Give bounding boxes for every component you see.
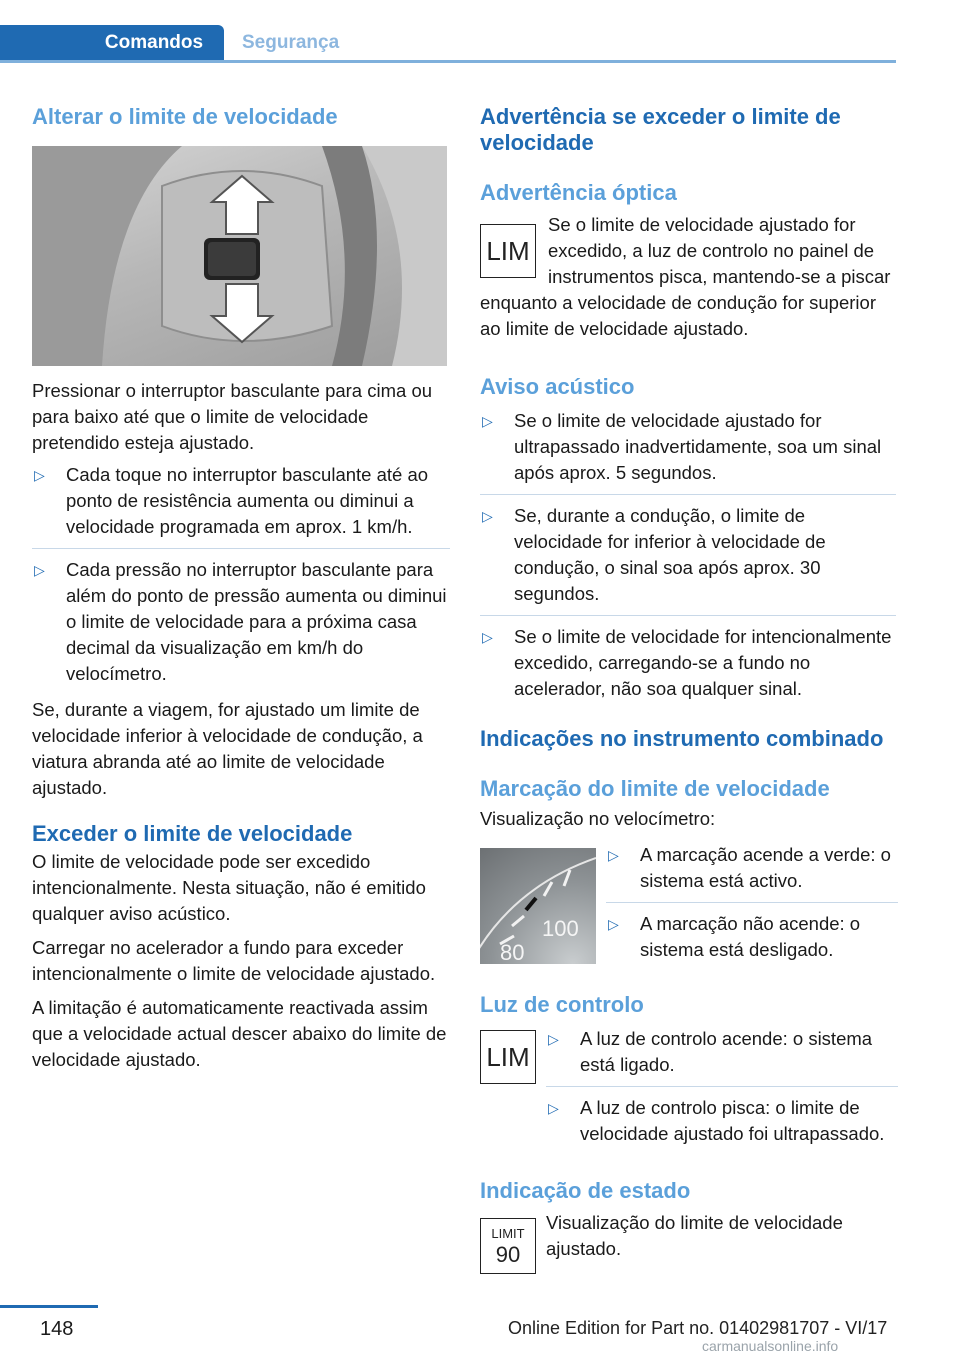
tab-comandos[interactable]: Comandos bbox=[0, 25, 224, 61]
exceed-paragraph-2: Carregar no acelerador a fundo para exceder intencionalmente o limite de velocidade ajustado. bbox=[32, 937, 436, 984]
travel-paragraph: Se, durante a viagem, for ajustado um limite de velocidade inferior à velocidade de condução, a viatura abranda até ao limite de velocidade ajustado. bbox=[32, 699, 423, 798]
list-item bbox=[606, 842, 898, 902]
intro-paragraph: Pressionar o interruptor basculante para cima ou para baixo até que o limite de velocidade pretendido esteja ajustado. bbox=[32, 380, 433, 453]
speedometer-dial bbox=[480, 848, 596, 964]
footer-divider bbox=[0, 1305, 98, 1308]
list-item-text: Se o limite de velocidade for intencionalmente excedido, carregando-se a fundo no acelerador, não soa qualquer sinal. bbox=[514, 626, 892, 699]
bullet-triangle-icon: ▷ bbox=[548, 1031, 559, 1047]
marking-block bbox=[480, 844, 896, 966]
speedometer-image bbox=[480, 848, 596, 964]
optical-block bbox=[480, 212, 896, 342]
list-item-text: Se o limite de velocidade ajustado for ultrapassado inadvertidamente, soa um sinal após aprox. 5 segundos. bbox=[514, 410, 882, 483]
bullet-triangle-icon: ▷ bbox=[482, 629, 493, 645]
bullet-triangle-icon: ▷ bbox=[34, 467, 45, 483]
subsection-title-luz: Luz de controlo bbox=[480, 992, 644, 1017]
list-item-text: A marcação não acende: o sistema está desligado. bbox=[640, 913, 861, 960]
limit-status-icon bbox=[480, 1218, 536, 1274]
lim-control-icon bbox=[480, 1030, 536, 1084]
bullet-triangle-icon: ▷ bbox=[482, 413, 493, 429]
section-title-advertencia: Advertência se exceder o limite de velocidade bbox=[480, 104, 841, 155]
section-title-exceder: Exceder o limite de velocidade bbox=[32, 821, 353, 846]
subsection-title-marcacao: Marcação do limite de velocidade bbox=[480, 776, 830, 801]
status-text: Visualização do limite de velocidade ajustado. bbox=[546, 1212, 843, 1259]
exceed-paragraph-1: O limite de velocidade pode ser excedido intencionalmente. Nesta situação, não é emitido qualquer aviso acústico. bbox=[32, 851, 426, 924]
header-divider bbox=[0, 60, 896, 63]
steering-wheel-photo bbox=[32, 146, 447, 366]
list-item-text: Se, durante a condução, o limite de velocidade for inferior à velocidade de condução, o sinal soa após aprox. 30 segundos. bbox=[514, 505, 826, 604]
watermark: carmanualsonline.info bbox=[702, 1338, 839, 1354]
list-item-text: A luz de controlo acende: o sistema está ligado. bbox=[580, 1028, 873, 1075]
list-item bbox=[546, 1086, 898, 1147]
exceed-paragraph-3: A limitação é automaticamente reactivada assim que a velocidade actual descer abaixo do limite de velocidade ajustado. bbox=[32, 997, 447, 1070]
limit-label: LIMIT bbox=[491, 1226, 525, 1241]
adjust-list bbox=[32, 462, 450, 693]
left-column bbox=[32, 100, 450, 1073]
subsection-title-estado: Indicação de estado bbox=[480, 1178, 691, 1203]
list-item bbox=[480, 494, 896, 615]
list-item-text: A luz de controlo pisca: o limite de velocidade ajustado foi ultrapassado. bbox=[580, 1097, 885, 1144]
list-item bbox=[32, 462, 450, 548]
speedo-label-100: 100 bbox=[542, 916, 579, 941]
subsection-title-optica: Advertência óptica bbox=[480, 180, 677, 205]
edition-text: Online Edition for Part no. 01402981707 - VI/17 bbox=[508, 1318, 888, 1338]
subsection-title-acustico: Aviso acústico bbox=[480, 374, 635, 399]
speedo-label-80: 80 bbox=[500, 940, 525, 964]
bullet-triangle-icon: ▷ bbox=[548, 1100, 559, 1116]
list-item bbox=[480, 615, 896, 702]
bullet-triangle-icon: ▷ bbox=[482, 508, 493, 524]
list-item-text: Cada toque no interruptor basculante até ao ponto de resistência aumenta ou diminui a velocidade programada em aprox. 1 km/h. bbox=[66, 464, 429, 537]
list-item-text: A marcação acende a verde: o sistema está activo. bbox=[640, 844, 891, 891]
lim-indicator-icon bbox=[480, 224, 536, 278]
marking-intro: Visualização no velocímetro: bbox=[480, 808, 716, 829]
marking-list bbox=[606, 842, 898, 963]
list-item bbox=[480, 408, 896, 494]
header-bar bbox=[0, 0, 960, 62]
status-block bbox=[480, 1214, 896, 1284]
limit-value: 90 bbox=[495, 1242, 521, 1267]
right-column bbox=[480, 100, 896, 1284]
list-item bbox=[606, 902, 898, 963]
optical-text: Se o limite de velocidade ajustado for excedido, a luz de controlo no painel de instrumentos pisca, mantendo-se a piscar enquanto a velocidade de condução for superior ao limite de velocidade ajustado. bbox=[480, 214, 891, 339]
list-item bbox=[32, 548, 450, 693]
section-title-instrumento: Indicações no instrumento combinado bbox=[480, 726, 884, 751]
acoustic-list bbox=[480, 408, 896, 702]
bullet-triangle-icon: ▷ bbox=[608, 847, 619, 863]
bullet-triangle-icon: ▷ bbox=[608, 916, 619, 932]
tab-seguranca[interactable]: Segurança bbox=[242, 32, 340, 53]
page-number: 148 bbox=[40, 1318, 74, 1340]
control-list bbox=[546, 1026, 898, 1147]
list-item-text: Cada pressão no interruptor basculante para além do ponto de pressão aumenta ou diminui o limite de velocidade para a próxima casa decimal da visualização em km/h do velocímetro. bbox=[66, 559, 447, 684]
list-item bbox=[546, 1026, 898, 1086]
bullet-triangle-icon: ▷ bbox=[34, 562, 45, 578]
section-title-alterar: Alterar o limite de velocidade bbox=[32, 104, 338, 129]
lim-label: LIM bbox=[486, 1041, 530, 1072]
rocker-switch-illustration bbox=[32, 146, 447, 366]
control-block bbox=[480, 1026, 896, 1176]
lim-label: LIM bbox=[486, 235, 530, 266]
